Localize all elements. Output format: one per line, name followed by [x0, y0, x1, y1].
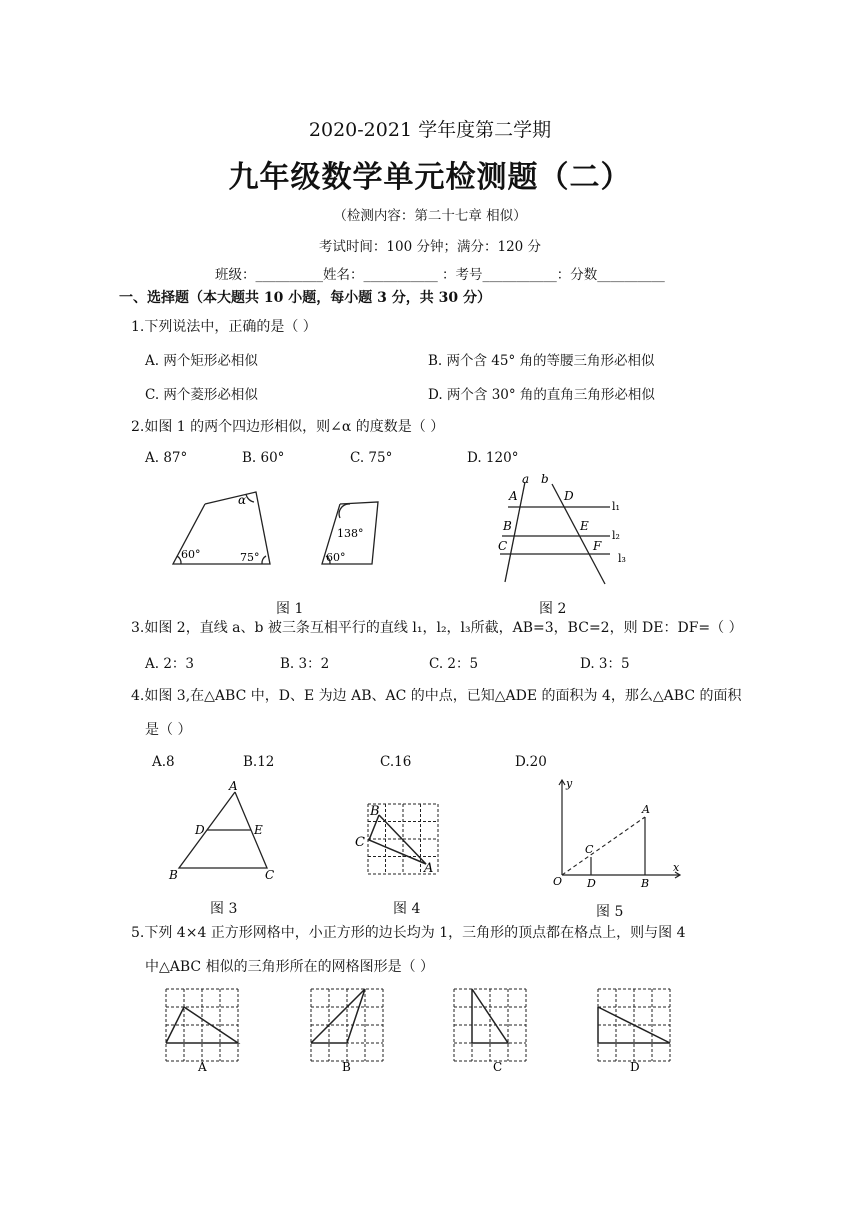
- figure-4-caption: 图 4: [393, 901, 421, 917]
- q4-option-c: C.16: [380, 754, 412, 770]
- q5-grid-d: [598, 989, 670, 1061]
- fig1-angle-60b: 60°: [326, 551, 346, 564]
- fig2-label-B: B: [503, 519, 512, 533]
- q5-option-a-label: A: [198, 1060, 207, 1074]
- exam-subtitle: （检测内容：第二十七章 相似）: [333, 208, 527, 224]
- fig5-label-C: C: [585, 843, 594, 856]
- fig4-label-C: C: [355, 835, 365, 850]
- figure-2-caption: 图 2: [539, 601, 567, 617]
- q2-option-a: A. 87°: [145, 450, 188, 466]
- fig2-label-l3: l₃: [618, 552, 626, 565]
- q5-grid-a: [166, 989, 238, 1061]
- fig4-label-A: A: [424, 861, 434, 876]
- fig2-label-F: F: [593, 539, 602, 553]
- question-2-stem: 2.如图 1 的两个四边形相似，则∠α 的度数是（ ）: [131, 419, 445, 435]
- q5-grid-c: [454, 989, 526, 1061]
- school-year: 2020-2021 学年度第二学期: [308, 119, 552, 141]
- q2-option-c: C. 75°: [350, 450, 393, 466]
- q4-option-a: A.8: [152, 754, 175, 770]
- q4-option-b: B.12: [243, 754, 275, 770]
- figure-1: [160, 480, 390, 580]
- q2-option-d: D. 120°: [467, 450, 519, 466]
- exam-title: 九年级数学单元检测题（二）: [228, 160, 632, 195]
- question-4-stem-line1: 4.如图 3,在△ABC 中，D、E 为边 AB、AC 的中点，已知△ADE 的面积为 4，那么△ABC 的面积: [131, 688, 742, 704]
- q3-option-d: D. 3：5: [580, 656, 630, 672]
- fig3-label-C: C: [265, 868, 275, 882]
- q3-option-b: B. 3：2: [280, 656, 330, 672]
- fig2-label-l2: l₂: [612, 529, 620, 542]
- fig3-label-A: A: [229, 779, 238, 793]
- question-4-stem-line2: 是（ ）: [145, 722, 192, 738]
- section-title: 一、选择题（本大题共 10 小题，每小题 3 分，共 30 分）: [119, 290, 491, 306]
- figure-4: [350, 798, 450, 884]
- fig4-label-B: B: [370, 804, 380, 819]
- fig5-label-B: B: [641, 877, 650, 890]
- question-5-stem-line2: 中△ABC 相似的三角形所在的网格图形是（ ）: [145, 959, 435, 975]
- q5-option-grids: [160, 985, 720, 1075]
- figure-2: [492, 472, 642, 587]
- fig5-label-x: x: [673, 861, 680, 874]
- fig5-label-D: D: [587, 877, 596, 890]
- figure-5: [545, 775, 685, 890]
- fig3-label-B: B: [169, 868, 178, 882]
- fig3-label-E: E: [254, 823, 263, 837]
- fig1-angle-138: 138°: [337, 527, 364, 540]
- fig2-label-b: b: [541, 472, 549, 486]
- fig5-label-O: O: [553, 875, 563, 888]
- fig1-alpha: α: [238, 493, 247, 507]
- figure-5-caption: 图 5: [596, 904, 624, 920]
- question-5-stem-line1: 5.下列 4×4 正方形网格中，小正方形的边长均为 1，三角形的顶点都在格点上，则与图 4: [131, 925, 686, 941]
- figure-3: [165, 778, 285, 886]
- fig1-angle-60: 60°: [181, 548, 201, 561]
- q1-option-d: D. 两个含 30° 角的直角三角形必相似: [428, 387, 655, 403]
- fig5-label-y: y: [566, 777, 573, 790]
- student-fields: 班级：__________姓名：___________ ：考号___________：分数__________: [215, 267, 665, 283]
- question-1-stem: 1.下列说法中，正确的是（ ）: [131, 319, 317, 335]
- fig3-label-D: D: [195, 823, 205, 837]
- fig2-label-E: E: [580, 519, 589, 533]
- q3-option-c: C. 2：5: [429, 656, 479, 672]
- fig2-label-A: A: [509, 489, 518, 503]
- fig2-label-C: C: [498, 539, 508, 553]
- q1-option-c: C. 两个菱形必相似: [145, 387, 258, 403]
- q5-option-c-label: C: [493, 1060, 503, 1074]
- fig5-label-A: A: [642, 803, 650, 816]
- fig2-label-l1: l₁: [612, 500, 620, 513]
- figure-1-caption: 图 1: [276, 601, 304, 617]
- q5-option-b-label: B: [342, 1060, 351, 1074]
- figure-3-caption: 图 3: [210, 901, 238, 917]
- fig1-angle-75: 75°: [240, 551, 260, 564]
- question-3-stem: 3.如图 2，直线 a、b 被三条互相平行的直线 l₁，l₂，l₃所截，AB=3，BC=2，则 DE：DF=（ ）: [131, 620, 743, 636]
- q5-option-d-label: D: [630, 1060, 640, 1074]
- q1-option-a: A. 两个矩形必相似: [145, 353, 258, 369]
- q4-option-d: D.20: [515, 754, 547, 770]
- fig2-label-a: a: [522, 472, 530, 486]
- q1-option-b: B. 两个含 45° 角的等腰三角形必相似: [428, 353, 655, 369]
- q5-grid-b: [311, 989, 383, 1061]
- exam-info: 考试时间：100 分钟；满分：120 分: [318, 239, 542, 255]
- q2-option-b: B. 60°: [242, 450, 285, 466]
- fig2-label-D: D: [564, 489, 574, 503]
- q3-option-a: A. 2：3: [145, 656, 195, 672]
